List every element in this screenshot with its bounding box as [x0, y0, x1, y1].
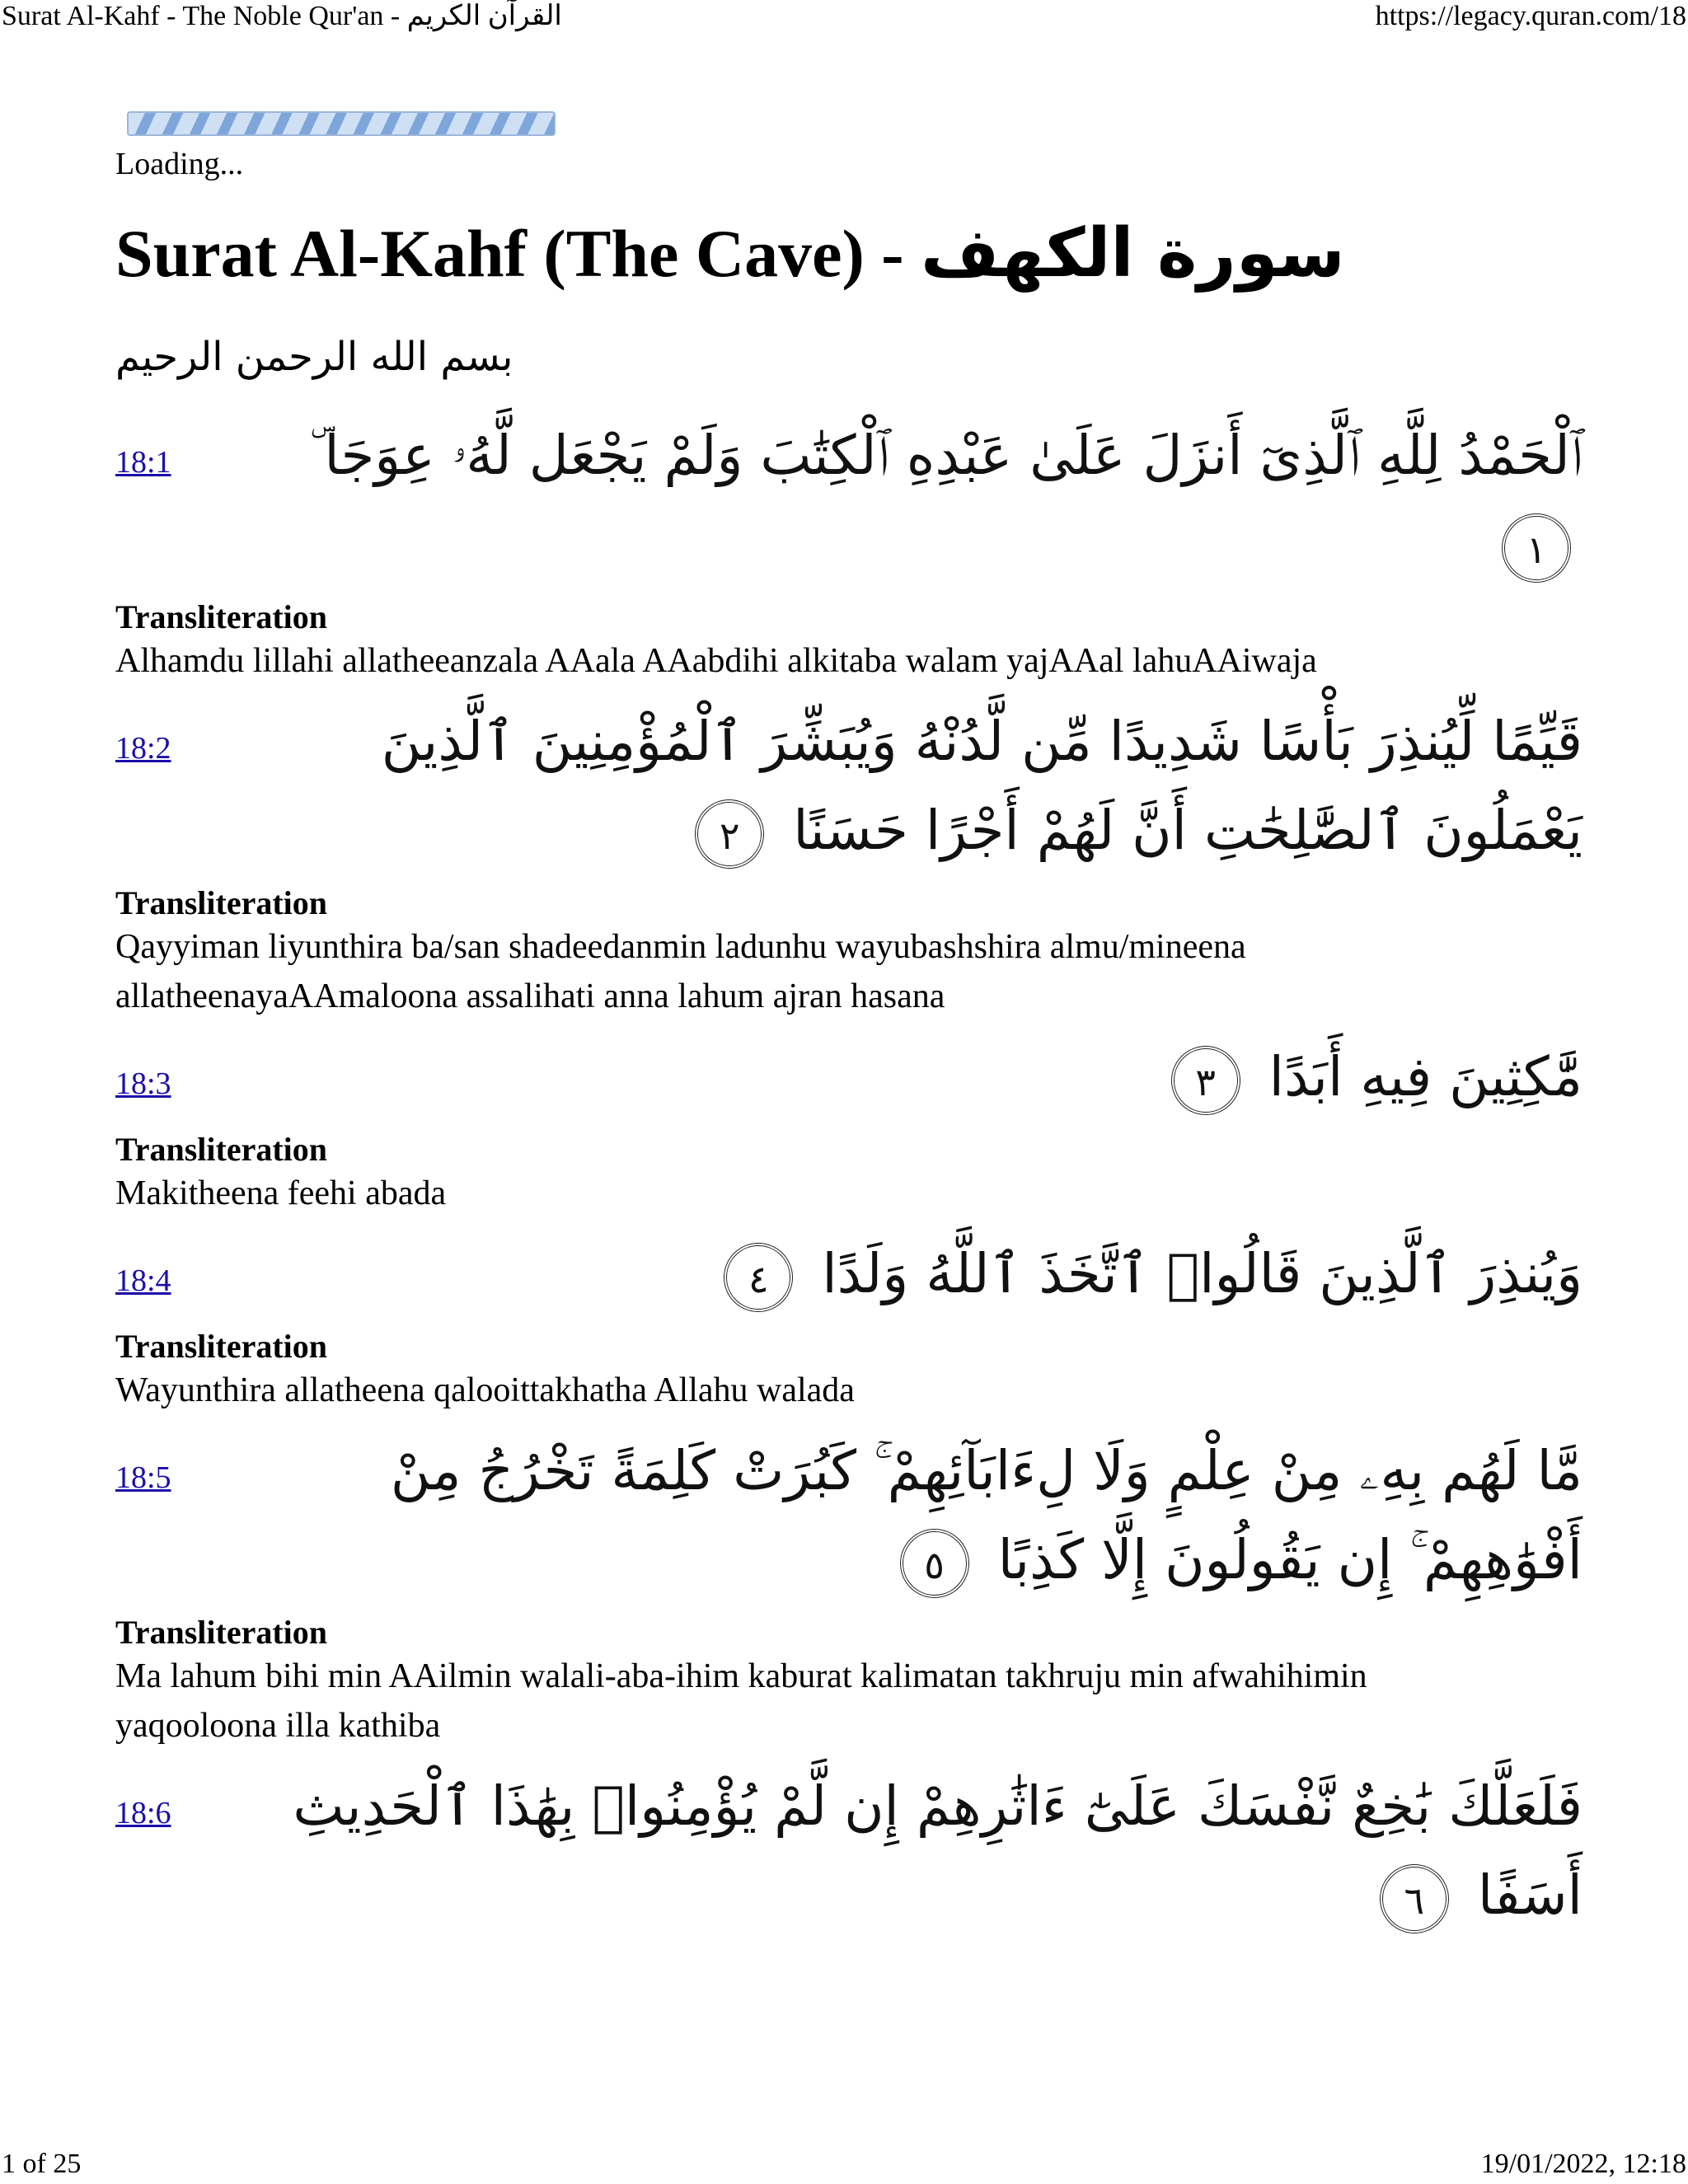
verse-arabic	[247, 697, 1582, 875]
transliteration-label: Transliteration	[115, 1131, 328, 1169]
transliteration-label: Transliteration	[115, 1328, 328, 1366]
page-content	[115, 111, 1582, 1940]
verse-item	[115, 1230, 1582, 1319]
ayah-number-icon: ٤	[724, 1243, 793, 1312]
transliteration-label: Transliteration	[115, 884, 328, 922]
transliteration-label: Transliteration	[115, 598, 328, 636]
verse-list	[115, 411, 1582, 1940]
transliteration-text: Wayunthira allatheena qalooittakhatha Allahu walada	[115, 1371, 855, 1410]
verse-arabic	[247, 1033, 1582, 1122]
verse-item	[115, 1427, 1582, 1605]
verse-arabic-text: مَّا لَهُم بِهِۦ مِنْ عِلْمٍ وَلَا لِءَابَآئِهِمْ ۚ كَبُرَتْ كَلِمَةً تَخْرُجُ مِنْ أَفْوَٰهِهِمْ ۚ إِن يَقُولُونَ إِلَّا كَذِبًا	[390, 1439, 1582, 1592]
verse-link[interactable]: 18:3	[115, 1066, 171, 1102]
verse-arabic-text: فَلَعَلَّكَ بَٰخِعٌ نَّفْسَكَ عَلَىٰٓ ءَاثَٰرِهِمْ إِن لَّمْ يُؤْمِنُوا۟ بِهَٰذَا ٱلْحَدِيثِ أَسَفًا	[293, 1774, 1582, 1928]
ayah-number-icon: ١	[1502, 513, 1571, 583]
transliteration-text: Qayyiman liyunthira ba/san shadeedanmin ladunhu wayubashshira almu/mineena allatheenayaAAmaloona assalihati anna lahum ajran hasana	[115, 928, 1246, 1016]
verse-arabic	[247, 1762, 1582, 1940]
transliteration-text: Makitheena feehi abada	[115, 1174, 447, 1213]
verse-arabic	[247, 411, 1582, 589]
verse-arabic-text: ٱلْحَمْدُ لِلَّهِ ٱلَّذِىٓ أَنزَلَ عَلَىٰ عَبْدِهِ ٱلْكِتَٰبَ وَلَمْ يَجْعَل لَّهُۥ عِوَجَا ۜ	[310, 424, 1582, 488]
ayah-number-icon: ٥	[900, 1529, 969, 1598]
transliteration-text: Ma lahum bihi min AAilmin walali-aba-ihim kaburat kalimatan takhruju min afwahihimin yaqooloona illa kathiba	[115, 1657, 1367, 1746]
verse-link[interactable]: 18:1	[115, 445, 171, 480]
verse-arabic	[247, 1230, 1582, 1319]
print-footer	[0, 2148, 1688, 2181]
verse-item	[115, 697, 1582, 875]
ayah-number-icon: ٦	[1380, 1864, 1449, 1933]
verse-arabic-text: مَّٰكِثِينَ فِيهِ أَبَدًا	[1268, 1045, 1582, 1109]
transliteration-label: Transliteration	[115, 1614, 328, 1652]
print-header	[0, 0, 1688, 33]
verse-item	[115, 1033, 1582, 1122]
verse-link[interactable]: 18:6	[115, 1796, 171, 1831]
basmala: بسم الله الرحمن الرحيم	[115, 334, 513, 381]
verse-item	[115, 411, 1582, 589]
ayah-number-icon: ٣	[1171, 1046, 1240, 1115]
verse-link[interactable]: 18:5	[115, 1460, 171, 1496]
loading-progress-bar	[127, 111, 556, 136]
verse-item	[115, 1762, 1582, 1940]
print-datetime: 19/01/2022, 12:18	[1480, 2149, 1686, 2179]
title-english: Surat Al-Kahf (The Cave) -	[115, 216, 904, 291]
page-counter: 1 of 25	[2, 2149, 82, 2179]
verse-arabic-text: وَيُنذِرَ ٱلَّذِينَ قَالُوا۟ ٱتَّخَذَ ٱللَّهُ وَلَدًا	[822, 1242, 1582, 1306]
transliteration-text: Alhamdu lillahi allatheeanzala AAala AAabdihi alkitaba walam yajAAal lahuAAiwaja	[115, 642, 1317, 681]
page-url: https://legacy.quran.com/18	[1375, 1, 1686, 31]
loading-text: Loading...	[115, 147, 244, 181]
verse-link[interactable]: 18:4	[115, 1263, 171, 1299]
verse-arabic-text: قَيِّمًا لِّيُنذِرَ بَأْسًا شَدِيدًا مِّن لَّدُنْهُ وَيُبَشِّرَ ٱلْمُؤْمِنِينَ ٱلَّذِينَ يَعْمَلُونَ ٱلصَّٰلِحَٰتِ أَنَّ لَهُمْ أَجْرًا حَسَنًا	[381, 710, 1582, 863]
page-title	[115, 214, 1582, 293]
verse-arabic	[247, 1427, 1582, 1605]
verse-link[interactable]: 18:2	[115, 731, 171, 766]
title-arabic: سورة الكهف	[921, 214, 1345, 293]
ayah-number-icon: ٢	[695, 799, 764, 869]
document-title: Surat Al-Kahf - The Noble Qur'an - القرآن الكريم	[2, 1, 562, 31]
